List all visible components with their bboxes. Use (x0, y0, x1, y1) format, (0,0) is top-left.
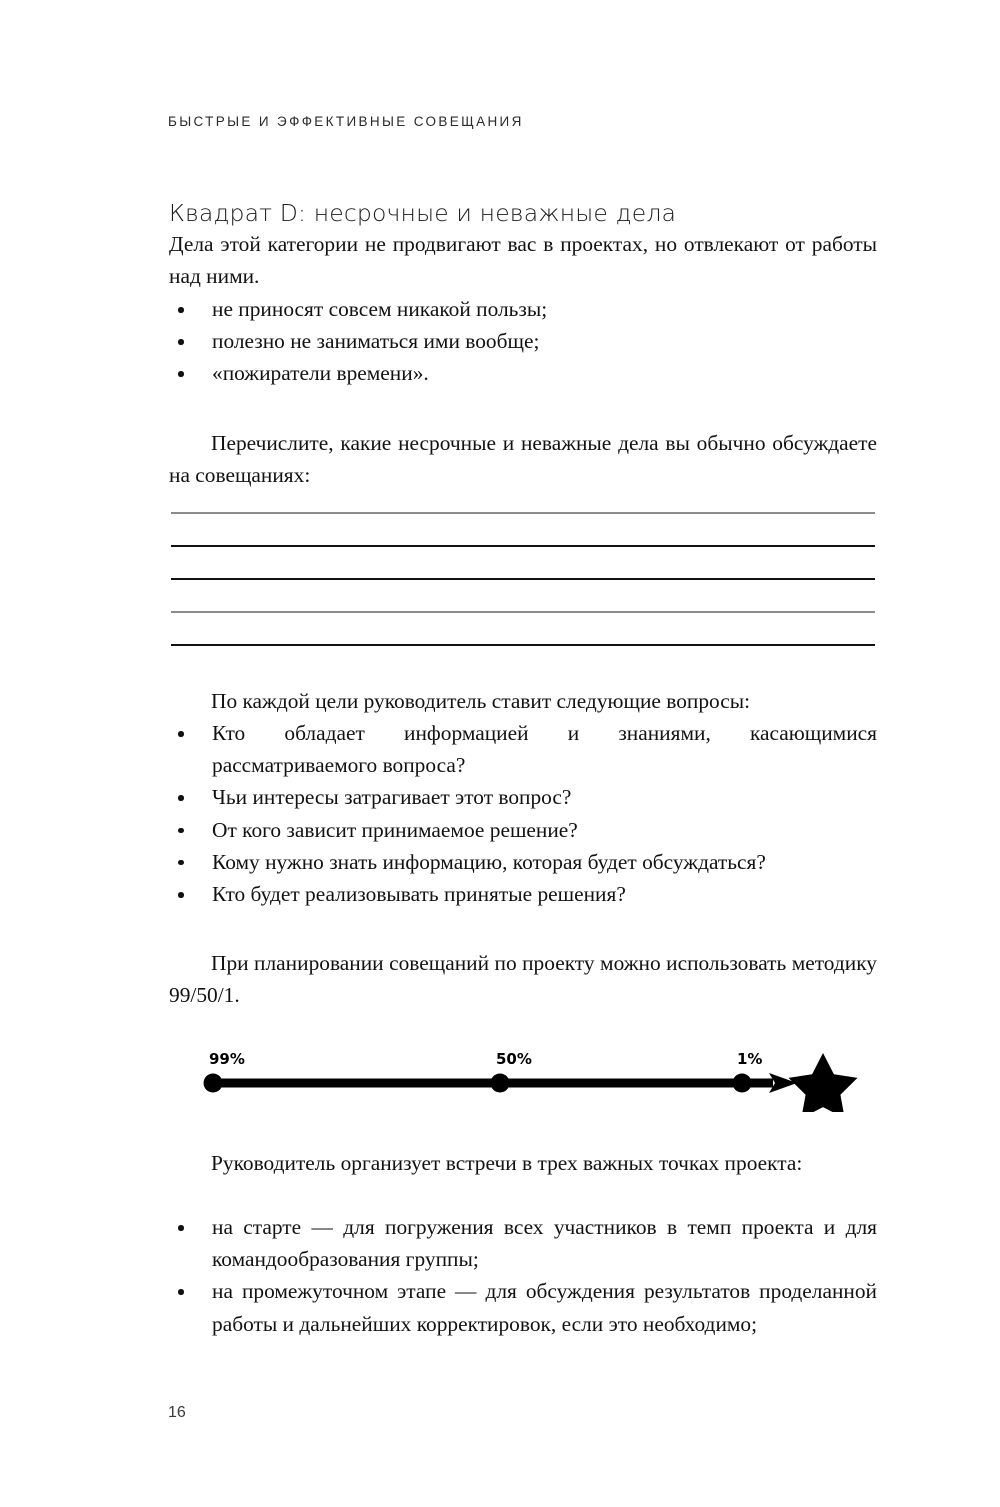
page-number: 16 (168, 1404, 186, 1421)
meetings-lead-text: Руководитель организует встречи в трех важных точках проекта: (211, 1151, 803, 1175)
list-item (169, 325, 877, 357)
list-item-text: От кого зависит принимаемое решение? (212, 817, 578, 842)
list-item-text: Чьи интересы затрагивает этот вопрос? (212, 785, 572, 810)
list-item-text: Кто обладает информацией и знаниями, касающимися рассматриваемого вопроса? (212, 721, 877, 778)
method-paragraph-text: При планировании совещаний по проекту можно использовать методику 99/50/1. (169, 951, 877, 1008)
list-item-text: Кому нужно знать информацию, которая будет обсуждаться? (212, 849, 766, 874)
star-icon (789, 1053, 858, 1112)
timeline-marker-50 (491, 1074, 510, 1093)
questions-lead-text: По каждой цели руководитель ставит следующие вопросы: (211, 689, 751, 713)
questions-lead-paragraph (169, 685, 877, 717)
list-item-text: «пожиратели времени». (212, 361, 429, 386)
answer-line[interactable] (171, 644, 875, 646)
questions-bullet-list (169, 717, 877, 910)
list-item (169, 1211, 877, 1275)
running-head: БЫСТРЫЕ И ЭФФЕКТИВНЫЕ СОВЕЩАНИЯ (168, 114, 524, 129)
timeline-label-99: 99% (209, 1050, 245, 1068)
list-item-text: на промежуточном этапе — для обсуждения результатов проделанной работы и дальнейших корректировок, если это необходимо; (212, 1279, 877, 1336)
list-item (169, 1275, 877, 1339)
timeline-diagram-99-50-1 (169, 1040, 877, 1112)
list-item-text: Кто будет реализовывать принятые решения? (212, 882, 626, 907)
list-item-text: полезно не заниматься ими вообще; (212, 329, 540, 354)
list-item-text: на старте — для погружения всех участников в темп проекта и для командообразования группы; (212, 1215, 877, 1272)
section-bullet-list (169, 293, 877, 390)
list-item (169, 357, 877, 389)
timeline-marker-99 (204, 1074, 223, 1093)
list-item (169, 717, 877, 781)
meetings-lead-paragraph (169, 1147, 877, 1179)
timeline-label-1: 1% (737, 1050, 763, 1068)
answer-line[interactable] (171, 512, 875, 514)
list-item (169, 878, 877, 910)
list-item (169, 814, 877, 846)
timeline-svg (169, 1040, 877, 1112)
exercise-answer-lines[interactable] (171, 512, 875, 646)
list-item-text: не приносят совсем никакой пользы; (212, 297, 548, 321)
answer-line[interactable] (171, 611, 875, 613)
meetings-bullet-list (169, 1211, 877, 1340)
section-intro-text: Дела этой категории не продвигают вас в проектах, но отвлекают от работы над ними. (169, 232, 877, 289)
timeline-label-50: 50% (496, 1050, 532, 1068)
timeline-arrow-head (769, 1073, 797, 1093)
list-item (169, 846, 877, 878)
section-heading: Квадрат D: несрочные и неважные дела (169, 198, 677, 227)
exercise-prompt-text: Перечислите, какие несрочные и неважные дела вы обычно обсуждаете на совещаниях: (169, 431, 877, 488)
answer-line[interactable] (171, 545, 875, 547)
answer-line[interactable] (171, 578, 875, 580)
exercise-prompt (169, 427, 877, 491)
list-item (169, 781, 877, 813)
method-paragraph (169, 947, 877, 1011)
section-intro-paragraph (169, 228, 877, 292)
list-item (169, 293, 877, 325)
timeline-marker-1 (733, 1074, 752, 1093)
